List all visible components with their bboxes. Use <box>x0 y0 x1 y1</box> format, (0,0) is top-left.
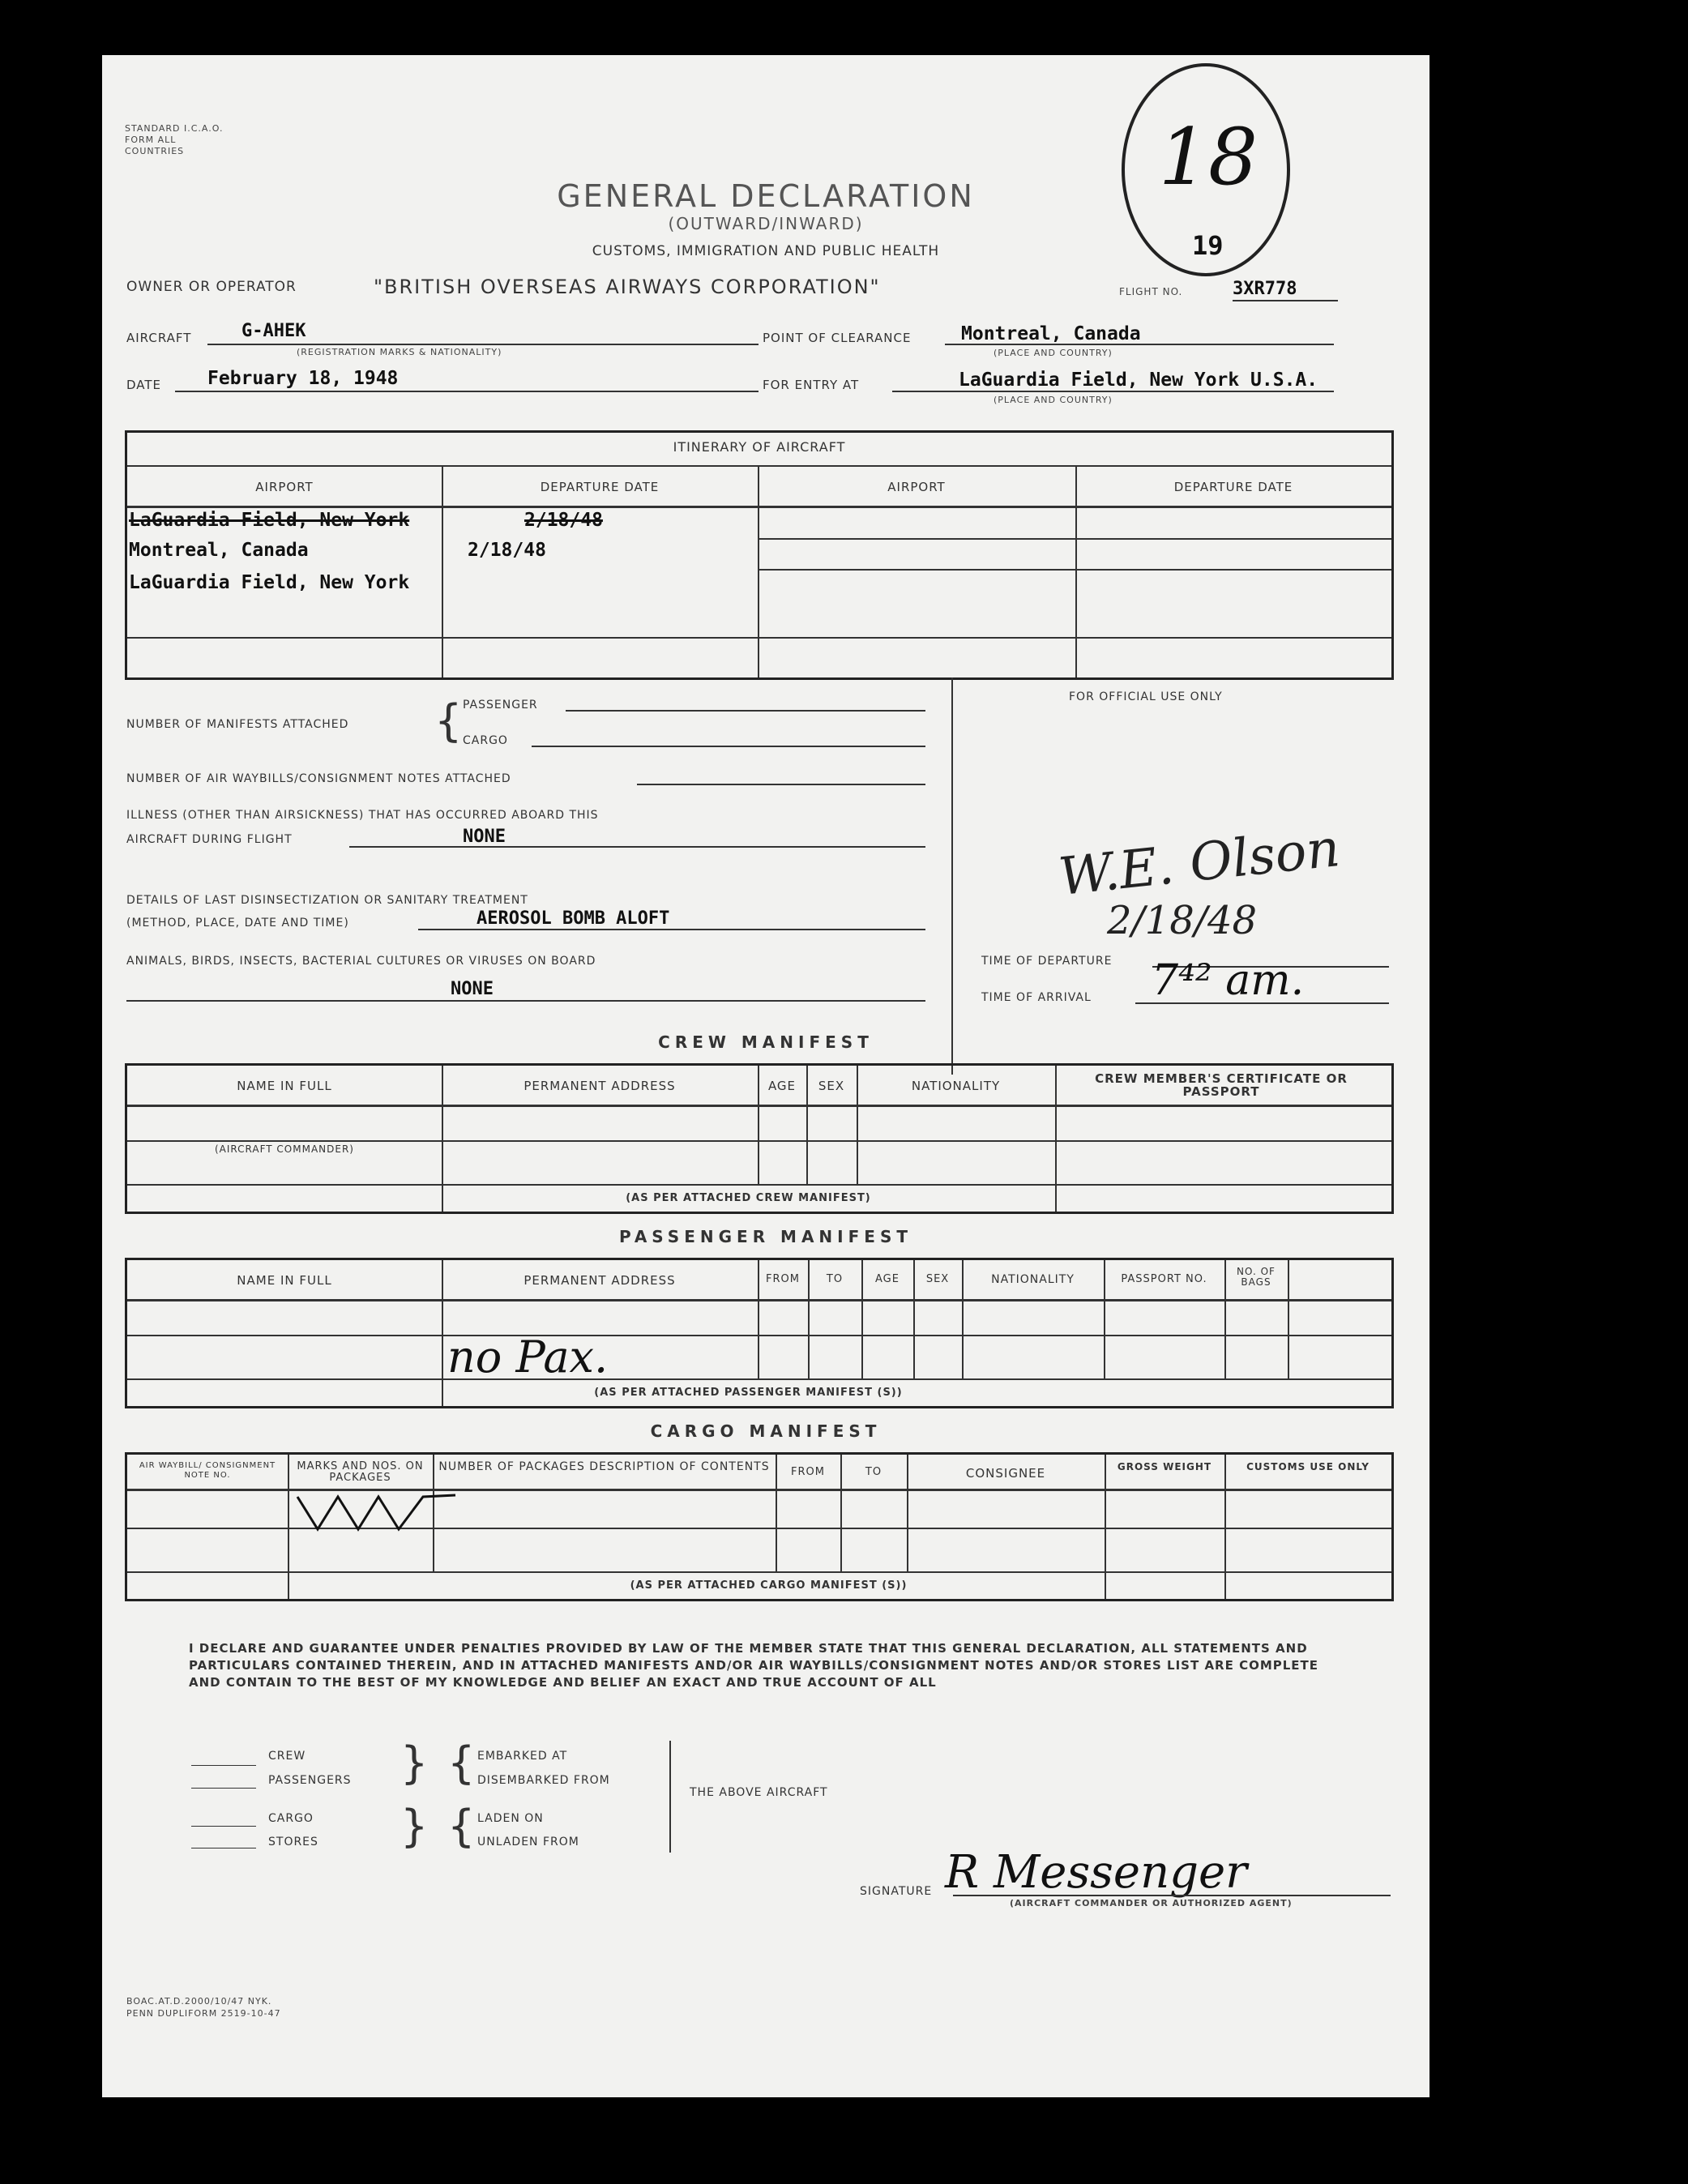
crew-col-age: AGE <box>767 1079 797 1093</box>
itinerary-table <box>125 430 1394 680</box>
clearance-label: POINT OF CLEARANCE <box>763 331 912 345</box>
crew-commander-note: (AIRCRAFT COMMANDER) <box>214 1143 354 1155</box>
aircraft-label: AIRCRAFT <box>126 331 192 345</box>
crew-manifest-title: CREW MANIFEST <box>658 1032 874 1052</box>
decl-disembarked: DISEMBARKED FROM <box>477 1774 610 1787</box>
cargo-col-from: FROM <box>791 1466 825 1478</box>
cargo-manifest-label: CARGO <box>463 734 508 747</box>
declaration-form: STANDARD I.C.A.O. FORM ALL COUNTRIES GENERAL DECLARATION (OUTWARD/INWARD) CUSTOMS, IMMIGRATION AND PUBLIC HEALTH 18 19 OWNER OR OPERATOR "BRITISH OVERSEAS AIRWAYS CORPORATION" FLIGHT NO. 3XR778 AIRCRAFT G-AHEK (REGISTRATION MARKS & NATIONALITY) POINT OF CLEARANCE Montreal, Canada (PLACE AND COUNTRY) DATE February 18, 1948 FOR ENTRY AT LaGuardia Field, New York U.S.A. (PLACE AND COUNTRY) ITINERARY OF AIRCRAFT AIRPORT DEPARTURE DATE AIRPORT DEPARTURE DATE LaGuardia Field, New York 2/18/48 Montreal, Canada 2/18/48 LaGuardia Field, New York NUMBER OF MANIFESTS ATTACHED { PASSENGER CARGO NUMBER OF AIR WAYBILLS/CONSIGNMENT NOTES ATTACHED ILLNESS (OTHER THAN AIRSICKNESS) THAT HAS OCCURRED ABOARD THIS AIRCRAFT DURING FLIGHT NONE DETAILS OF LAST DISINSECTIZATION OR SANITARY TREATMENT (METHOD, PLACE, DATE AND TIME) AEROSOL BOMB ALOFT ANIMALS, BIRDS, INSECTS, BACTERIAL CULTURES OR VIRUSES ON BOARD NONE FOR OFFICIAL USE ONLY W.E. Olson 2/18/48 TIME OF DEPARTURE TIME OF ARRIVAL 7⁴² am. CREW MANIFEST NAME IN FULL PERMANENT ADDRESS AGE SEX NATIONALITY CREW MEMBER'S CERTIFICATE OR PASSPORT (AIRCRAFT COMMANDER) (AS PER ATTACHED CREW MANIFEST) PASSENGER MANIFEST NAME IN FULL PERMANENT ADDRESS FROM TO AGE SEX NATIONALITY PASSPORT NO. NO. OF BAGS no Pax. (AS PER ATTACHED PASSENGER MANIFEST (S)) CARGO MANIFEST AIR WAYBILL/ CONSIGNMENT NOTE NO. MARKS AND NOS. ON PACKAGES NUMBER OF PACKAGES DESCRIPTION OF CONTENTS FROM TO CONSIGNEE GROSS WEIGHT CUSTOMS USE ONLY (AS PER ATTACHED CARGO MANIFEST (S)) I DECLARE AND GUARANTEE UNDER PENALTIES PROVIDED BY LAW OF THE MEMBER STATE THAT THIS GENERAL DECLARATION, ALL STATEMENTS AND PARTICULARS CONTAINED THEREIN, AND IN ATTACHED MANIFESTS AND/OR AIR WAYBILLS/CONSIGNMENT NOTES AND/OR STORES LIST ARE COMPLETE AND CONTAIN TO THE BEST OF MY KNOWLEDGE AND BELIEF AN EXACT AND TRUE ACCOUNT OF ALL CREW PASSENGERS CARGO STORES } { } { EMBARKED AT DISEMBARKED FROM LADEN ON UNLADEN FROM THE ABOVE AIRCRAFT SIGNATURE R Messenger (AIRCRAFT COMMANDER OR AUTHORIZED AGENT) BOAC.AT.D.2000/10/47 NYK. PENN DUPLIFORM 2519-10-47 <box>102 55 1429 2097</box>
departure-time-label: TIME OF DEPARTURE <box>981 955 1113 968</box>
passenger-manifest-table <box>125 1258 1394 1408</box>
form-standard-note: STANDARD I.C.A.O. FORM ALL COUNTRIES <box>125 123 224 156</box>
pax-col-to: TO <box>826 1273 844 1285</box>
flight-value: 3XR778 <box>1233 279 1297 299</box>
crew-manifest-table <box>125 1063 1394 1214</box>
itin-row-3-airport: LaGuardia Field, New York <box>129 572 410 593</box>
official-signature-date: 2/18/48 <box>1107 898 1258 943</box>
illness-label-1: ILLNESS (OTHER THAN AIRSICKNESS) THAT HAS OCCURRED ABOARD THIS <box>126 809 599 822</box>
cargo-col-marks: MARKS AND NOS. ON PACKAGES <box>297 1460 424 1484</box>
date-label: DATE <box>126 378 162 392</box>
itin-col-airport-2: AIRPORT <box>887 480 946 494</box>
crew-col-sex: SEX <box>818 1079 845 1093</box>
commander-signature: R Messenger <box>945 1846 1247 1899</box>
cargo-col-packages: NUMBER OF PACKAGES DESCRIPTION OF CONTENTS <box>438 1460 770 1473</box>
form-title: GENERAL DECLARATION <box>557 178 975 214</box>
pax-col-sex: SEX <box>925 1273 950 1285</box>
cargo-col-weight: GROSS WEIGHT <box>1117 1461 1212 1472</box>
crew-footer: (AS PER ATTACHED CREW MANIFEST) <box>626 1192 871 1204</box>
owner-value: "BRITISH OVERSEAS AIRWAYS CORPORATION" <box>374 276 881 298</box>
circled-number: 18 <box>1158 112 1259 203</box>
date-value: February 18, 1948 <box>207 368 399 389</box>
disinsect-label-1: DETAILS OF LAST DISINSECTIZATION OR SANITARY TREATMENT <box>126 894 528 907</box>
decl-unladen: UNLADEN FROM <box>477 1836 579 1848</box>
signature-label: SIGNATURE <box>860 1885 933 1898</box>
waybills-label: NUMBER OF AIR WAYBILLS/CONSIGNMENT NOTES ATTACHED <box>126 772 511 785</box>
form-code-2: PENN DUPLIFORM 2519-10-47 <box>126 2008 281 2019</box>
cargo-col-to: TO <box>865 1466 882 1478</box>
aircraft-sub: (REGISTRATION MARKS & NATIONALITY) <box>297 347 502 357</box>
itinerary-title: ITINERARY OF AIRCRAFT <box>673 439 846 455</box>
itin-row-1-airport: LaGuardia Field, New York <box>129 510 410 531</box>
flight-label: FLIGHT NO. <box>1119 286 1183 297</box>
crew-col-name: NAME IN FULL <box>237 1079 332 1093</box>
crew-col-certificate: CREW MEMBER'S CERTIFICATE OR PASSPORT <box>1095 1071 1348 1099</box>
cargo-col-waybill: AIR WAYBILL/ CONSIGNMENT NOTE NO. <box>139 1461 276 1480</box>
cargo-manifest-title: CARGO MANIFEST <box>650 1421 882 1441</box>
form-subtitle-2: CUSTOMS, IMMIGRATION AND PUBLIC HEALTH <box>592 243 940 259</box>
declaration-text: I DECLARE AND GUARANTEE UNDER PENALTIES PROVIDED BY LAW OF THE MEMBER STATE THAT THIS GENERAL DECLARATION, ALL STATEMENTS AND PARTICULARS CONTAINED THEREIN, AND IN ATTACHED MANIFESTS AND/OR AIR WAYBILLS/CONSIGNMENT NOTES AND/OR STORES LIST ARE COMPLETE AND CONTAIN TO THE BEST OF MY KNOWLEDGE AND BELIEF AN EXACT AND TRUE ACCOUNT OF ALL <box>189 1641 1319 1690</box>
itin-col-departure-1: DEPARTURE DATE <box>540 480 660 494</box>
animals-label: ANIMALS, BIRDS, INSECTS, BACTERIAL CULTURES OR VIRUSES ON BOARD <box>126 955 596 968</box>
official-use-label: FOR OFFICIAL USE ONLY <box>1069 690 1223 703</box>
clearance-value: Montreal, Canada <box>961 323 1141 344</box>
crew-col-address: PERMANENT ADDRESS <box>523 1079 676 1093</box>
clearance-sub: (PLACE AND COUNTRY) <box>994 348 1113 358</box>
itin-col-airport-1: AIRPORT <box>255 480 314 494</box>
passenger-manifest-title: PASSENGER MANIFEST <box>619 1227 912 1246</box>
itin-row-2-airport: Montreal, Canada <box>129 540 309 561</box>
passenger-manifest-label: PASSENGER <box>463 699 538 712</box>
pax-col-address: PERMANENT ADDRESS <box>523 1273 676 1288</box>
illness-value: NONE <box>463 827 506 847</box>
arrival-time-value: 7⁴² am. <box>1152 956 1305 1005</box>
decl-cargo: CARGO <box>268 1812 314 1825</box>
pax-col-age: AGE <box>875 1273 900 1285</box>
decl-crew: CREW <box>268 1750 306 1763</box>
disinsect-value: AEROSOL BOMB ALOFT <box>476 908 670 929</box>
official-signature: W.E. Olson <box>1056 818 1343 908</box>
decl-passengers: PASSENGERS <box>268 1774 352 1787</box>
itin-col-departure-2: DEPARTURE DATE <box>1173 480 1293 494</box>
animals-value: NONE <box>451 979 494 999</box>
pax-col-from: FROM <box>766 1273 800 1285</box>
cargo-footer: (AS PER ATTACHED CARGO MANIFEST (S)) <box>630 1579 908 1592</box>
stamp-number: 19 <box>1192 230 1224 261</box>
itin-row-2-date: 2/18/48 <box>468 540 546 561</box>
decl-laden: LADEN ON <box>477 1812 544 1825</box>
disinsect-label-2: (METHOD, PLACE, DATE AND TIME) <box>126 917 349 930</box>
form-code-1: BOAC.AT.D.2000/10/47 NYK. <box>126 1996 272 2007</box>
cargo-col-customs: CUSTOMS USE ONLY <box>1246 1461 1370 1472</box>
decl-above-aircraft: THE ABOVE AIRCRAFT <box>690 1786 828 1799</box>
signature-sub: (AIRCRAFT COMMANDER OR AUTHORIZED AGENT) <box>1010 1898 1293 1908</box>
crew-col-nationality: NATIONALITY <box>911 1079 1001 1093</box>
aircraft-value: G-AHEK <box>241 321 306 341</box>
cargo-manifest-table <box>125 1452 1394 1601</box>
decl-stores: STORES <box>268 1836 318 1848</box>
entry-sub: (PLACE AND COUNTRY) <box>994 395 1113 405</box>
pax-col-passport: PASSPORT NO. <box>1121 1273 1207 1285</box>
passenger-footer: (AS PER ATTACHED PASSENGER MANIFEST (S)) <box>594 1387 903 1399</box>
owner-label: OWNER OR OPERATOR <box>126 279 297 295</box>
pax-col-nationality: NATIONALITY <box>991 1273 1075 1286</box>
decl-embarked: EMBARKED AT <box>477 1750 568 1763</box>
cargo-col-consignee: CONSIGNEE <box>965 1466 1046 1481</box>
pax-col-bags: NO. OF BAGS <box>1237 1266 1276 1288</box>
form-subtitle: (OUTWARD/INWARD) <box>668 214 864 233</box>
entry-value: LaGuardia Field, New York U.S.A. <box>959 370 1318 391</box>
arrival-time-label: TIME OF ARRIVAL <box>981 991 1092 1004</box>
entry-label: FOR ENTRY AT <box>763 378 860 392</box>
pax-handwritten-note: no Pax. <box>447 1331 609 1383</box>
illness-label-2: AIRCRAFT DURING FLIGHT <box>126 833 293 846</box>
manifests-label: NUMBER OF MANIFESTS ATTACHED <box>126 718 349 731</box>
pax-col-name: NAME IN FULL <box>237 1273 332 1288</box>
itin-row-1-date: 2/18/48 <box>524 510 603 531</box>
cargo-marks-scribble <box>293 1489 464 1537</box>
